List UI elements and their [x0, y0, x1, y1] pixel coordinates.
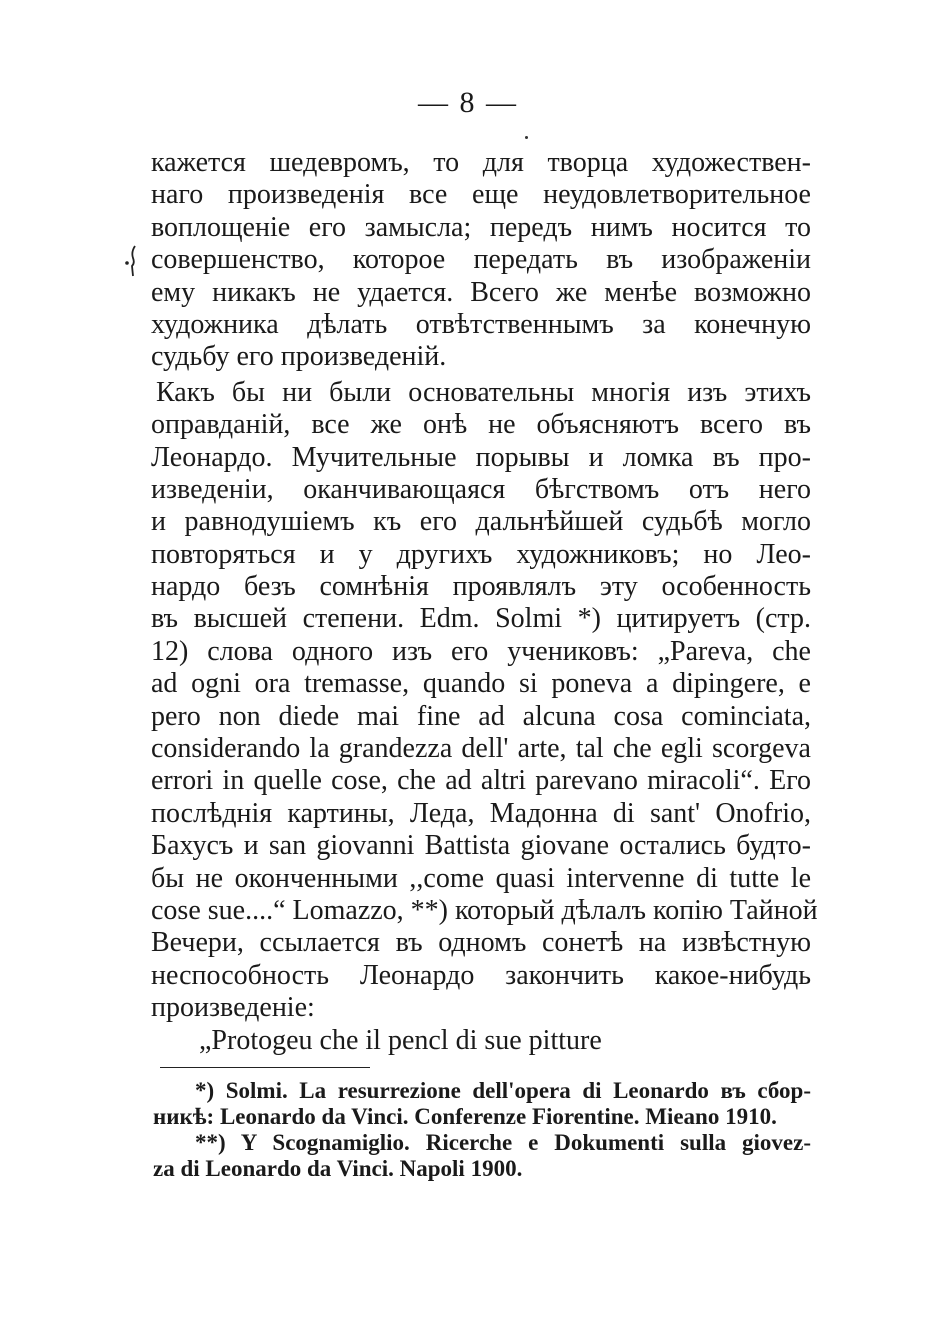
body-text [151, 147, 818, 1057]
text-line: неспособность Леонардо закончить какое-нибудь [151, 959, 811, 991]
footnote-line: za di Leonardo da Vinci. Napoli 1900. [153, 1156, 523, 1181]
text-line: послѣднія картины, Леда, Мадонна di sant' Onofrio, [151, 797, 811, 829]
footnote-divider [160, 1067, 370, 1068]
text-line: и равнодушіемъ къ его дальнѣйшей судьбѣ могло [151, 506, 811, 538]
text-line: совершенство, которое передать въ изображеніи [151, 244, 811, 276]
text-line: Леонардо. Мучительные порывы и ломка въ про- [151, 441, 811, 473]
ink-speck [525, 136, 528, 139]
footnotes [153, 1078, 811, 1182]
text-line: нардо безъ сомнѣнія проявлялъ эту особенность [151, 571, 811, 603]
footnote-line: никѣ: Leonardo da Vinci. Conferenze Fiorentine. Mieano 1910. [153, 1104, 777, 1129]
footnote-line: *) Solmi. La resurrezione dell'opera di Leonardo въ сбор- [195, 1078, 811, 1103]
text-line: кажется шедевромъ, то для творца художествен- [151, 147, 811, 178]
text-line: повторяться и у другихъ художниковъ; но Лео- [151, 538, 811, 570]
text-line: воплощеніе его замысла; передъ нимъ носится то [151, 211, 811, 243]
text-line: Бахусъ и san giovanni Battista giovane остались будто- [151, 830, 811, 862]
text-line: cose sue....“ Lomazzo, **) который дѣлалъ копію Тайной [151, 894, 818, 926]
footnote-line: **) Y Scognamiglio. Ricerche e Dokumenti sulla giovez- [195, 1130, 811, 1155]
text-line: бы не оконченными ,,come quasi intervenne di tutte le [151, 862, 811, 894]
text-line: наго произведенія все еще неудовлетворительное [151, 179, 811, 211]
text-line: considerando la grandezza dell' arte, tal che egli scorgeva [151, 733, 811, 765]
text-line: произведеніе: [151, 992, 315, 1024]
text-line: ему никакъ не удается. Всего же менѣе возможно [151, 276, 811, 308]
text-line: изведеніи, оканчивающаяся бѣгствомъ отъ него [151, 473, 811, 505]
text-line: оправданій, все же онѣ не объясняютъ всего въ [151, 409, 811, 441]
text-line: errori in quelle cose, che ad altri parevano miracoli“. Его [151, 765, 811, 797]
text-line: Вечери, ссылается въ одномъ сонетѣ на извѣстную [151, 927, 811, 959]
text-line: 12) слова одного изъ его учениковъ: „Pareva, che [151, 635, 811, 667]
text-line: въ высшей степени. Edm. Solmi *) цитируетъ (стр. [151, 603, 811, 635]
page-number: — 8 — [418, 86, 518, 119]
text-line: судьбу его произведеній. [151, 341, 447, 373]
verse-line: „Protogeu che il pencl di sue pitture [199, 1024, 602, 1056]
margin-bracket-mark [124, 244, 138, 278]
text-line: ad ogni ora tremasse, quando si poneva a dipingere, e [151, 668, 811, 700]
paragraph-start-line: Какъ бы ни были основательны многія изъ этихъ [156, 376, 811, 408]
text-line: pero non diede mai fine ad alcuna cosa cominciata, [151, 700, 811, 732]
text-line: художника дѣлать отвѣтственнымъ за конечную [151, 308, 811, 340]
